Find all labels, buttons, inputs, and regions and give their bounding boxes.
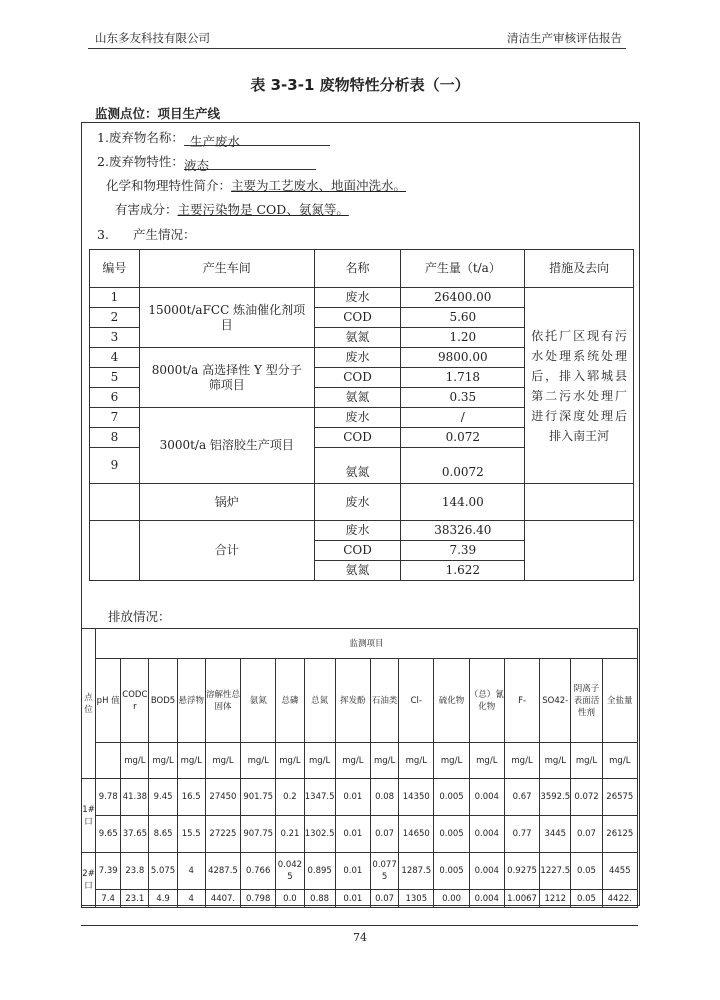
- t2-cell: 0.2: [276, 779, 304, 816]
- t1-name: COD: [314, 308, 401, 328]
- table-row: [82, 779, 638, 816]
- t2-unit: mg/L: [205, 743, 240, 779]
- t1-boiler-label: 锅炉: [139, 484, 314, 521]
- t2-cell: 9.45: [149, 779, 177, 816]
- t2-unit: mg/L: [399, 743, 434, 779]
- t2-unit: mg/L: [602, 743, 637, 779]
- t2-cell: 0.072: [571, 779, 602, 816]
- t2-col-header: 总氮: [304, 659, 335, 743]
- t2-cell: 0.004: [469, 779, 504, 816]
- waste-production-table: [89, 249, 634, 581]
- t2-header-row: [82, 659, 638, 743]
- waste-name-line: [97, 128, 330, 149]
- t1-name: 废水: [314, 348, 401, 368]
- t2-col-header: F-: [504, 659, 539, 743]
- t2-cell: 0.05: [571, 890, 602, 908]
- t2-cell: 27225: [205, 816, 240, 853]
- t2-cell: 16.5: [177, 779, 205, 816]
- t2-cell: 9.65: [96, 816, 121, 853]
- harmful-line: [115, 200, 349, 218]
- waste-property-underline: [183, 156, 316, 173]
- t1-header: 产生量（t/a）: [401, 250, 525, 288]
- t2-cell: 0.01: [335, 890, 370, 908]
- t1-name: 废水: [314, 408, 401, 428]
- harmful-value: 主要污染物是 COD、氨氮等。: [177, 202, 349, 217]
- discharge-monitoring-table: [81, 628, 638, 908]
- t2-col-header: SO42-: [540, 659, 571, 743]
- header-company: 山东多友科技有限公司: [95, 31, 210, 45]
- t2-cell: 0.01: [335, 816, 370, 853]
- t1-header: 名称: [314, 250, 401, 288]
- t2-cell: 0.0: [276, 890, 304, 908]
- t1-amount: 0.0072: [401, 448, 525, 484]
- t2-cell: 0.07: [370, 890, 398, 908]
- t1-header-row: [90, 250, 634, 288]
- t2-unit: mg/L: [335, 743, 370, 779]
- t2-cell: 0.004: [469, 890, 504, 908]
- t2-cell: 7.4: [96, 890, 121, 908]
- table-row: [82, 890, 638, 908]
- t2-cell: 7.39: [96, 853, 121, 890]
- t2-cell: 8.65: [149, 816, 177, 853]
- t1-name: COD: [314, 541, 401, 561]
- t2-site: 2#口: [82, 853, 96, 908]
- header-rule: [88, 48, 626, 49]
- t2-cell: 0.00: [434, 890, 469, 908]
- t1-no: 3: [90, 328, 140, 348]
- t2-cell: 0.0775: [370, 853, 398, 890]
- t2-units-row: [82, 743, 638, 779]
- t1-workshop: 15000t/aFCC 炼油催化剂项目: [139, 288, 314, 348]
- t2-unit: mg/L: [276, 743, 304, 779]
- t2-cell: 0.766: [241, 853, 276, 890]
- t2-cell: 1212: [540, 890, 571, 908]
- t2-cell: 3445: [540, 816, 571, 853]
- t2-cell: 41.38: [121, 779, 149, 816]
- waste-property-label: 2.废弃物特性：: [97, 154, 184, 169]
- t2-unit: mg/L: [177, 743, 205, 779]
- t1-header: 产生车间: [139, 250, 314, 288]
- t1-name: 氨氮: [314, 388, 401, 408]
- t1-amount: 0.072: [401, 428, 525, 448]
- t2-cell: 0.005: [434, 816, 469, 853]
- t2-cell: 5.075: [149, 853, 177, 890]
- production-line: [97, 225, 195, 243]
- t1-no: 5: [90, 368, 140, 388]
- t2-cell: 4407.: [205, 890, 240, 908]
- waste-name-value: 生产废水: [189, 134, 240, 149]
- t1-name: 氨氮: [314, 448, 401, 484]
- t2-cell: 14350: [399, 779, 434, 816]
- waste-name-underline: [184, 132, 330, 149]
- t2-col-header: CODCr: [121, 659, 149, 743]
- t1-name: 废水: [314, 288, 401, 308]
- t1-amount: 7.39: [401, 541, 525, 561]
- t2-cell: 1.0067: [504, 890, 539, 908]
- t2-group-header: 监测项目: [96, 629, 638, 659]
- table-row: [90, 484, 634, 521]
- t2-cell: 0.005: [434, 853, 469, 890]
- t1-amount: /: [401, 408, 525, 428]
- t2-cell: 1287.5: [399, 853, 434, 890]
- t2-col-header: 氨氮: [241, 659, 276, 743]
- t2-cell: 37.65: [121, 816, 149, 853]
- t2-cell: 0.88: [304, 890, 335, 908]
- t2-cell: 0.005: [434, 779, 469, 816]
- t2-col-header: 全盐量: [602, 659, 637, 743]
- t1-workshop: 8000t/a 高选择性 Y 型分子筛项目: [139, 348, 314, 408]
- t2-unit: [96, 743, 121, 779]
- t2-unit: mg/L: [149, 743, 177, 779]
- t1-amount: 38326.40: [401, 521, 525, 541]
- t2-cell: 23.8: [121, 853, 149, 890]
- t1-amount: 1.20: [401, 328, 525, 348]
- t2-unit: mg/L: [121, 743, 149, 779]
- t2-cell: 14650: [399, 816, 434, 853]
- t1-no: 7: [90, 408, 140, 428]
- t1-workshop: 3000t/a 铝溶胶生产项目: [139, 408, 314, 484]
- t2-cell: 901.75: [241, 779, 276, 816]
- t2-site: 1#口: [82, 779, 96, 853]
- table-row: [90, 288, 634, 308]
- t1-amount: 26400.00: [401, 288, 525, 308]
- t2-cell: 4287.5: [205, 853, 240, 890]
- t1-name: 氨氮: [314, 328, 401, 348]
- t1-name: COD: [314, 368, 401, 388]
- t1-no: [90, 484, 140, 521]
- t2-unit: mg/L: [304, 743, 335, 779]
- t1-no: [90, 521, 140, 581]
- t2-col-header: 石油类: [370, 659, 398, 743]
- waste-property-value: 液态: [183, 158, 209, 173]
- t2-cell: 4422.: [602, 890, 637, 908]
- t1-total-label: 合计: [139, 521, 314, 581]
- t2-col-header: BOD5: [149, 659, 177, 743]
- t1-name: COD: [314, 428, 401, 448]
- t2-cell: 15.5: [177, 816, 205, 853]
- characteristics-label: 化学和物理特性简介：: [106, 178, 232, 193]
- footer-rule: [81, 925, 638, 926]
- t2-unit: mg/L: [504, 743, 539, 779]
- t2-cell: 23.1: [121, 890, 149, 908]
- t2-col-header: 挥发酚: [335, 659, 370, 743]
- t2-cell: 1347.5: [304, 779, 335, 816]
- t2-unit: mg/L: [434, 743, 469, 779]
- table-row: [82, 853, 638, 890]
- t2-cell: 0.08: [370, 779, 398, 816]
- t1-amount: 0.35: [401, 388, 525, 408]
- waste-property-line: [97, 152, 316, 173]
- t2-cell: 4: [177, 853, 205, 890]
- header-report-title: 清洁生产审核评估报告: [507, 31, 622, 45]
- t2-col-header: pH 值: [96, 659, 121, 743]
- t2-cell: 0.77: [504, 816, 539, 853]
- table-row: [82, 816, 638, 853]
- t2-cell: 0.67: [504, 779, 539, 816]
- t1-no: 6: [90, 388, 140, 408]
- t1-no: 4: [90, 348, 140, 368]
- t2-cell: 907.75: [241, 816, 276, 853]
- t2-cell: 26125: [602, 816, 637, 853]
- t2-col-header: 阴离子表面活性剂: [571, 659, 602, 743]
- t2-unit: mg/L: [241, 743, 276, 779]
- t2-unit: mg/L: [370, 743, 398, 779]
- t1-name: 废水: [314, 521, 401, 541]
- t1-amount: 9800.00: [401, 348, 525, 368]
- t2-unit: mg/L: [540, 743, 571, 779]
- discharge-label: 排放情况：: [108, 609, 171, 624]
- t1-no: 9: [90, 448, 140, 484]
- t2-cell: 3592.5: [540, 779, 571, 816]
- t2-cell: 27450: [205, 779, 240, 816]
- t2-unit: mg/L: [571, 743, 602, 779]
- t2-cell: 0.0425: [276, 853, 304, 890]
- t2-cell: 4455: [602, 853, 637, 890]
- page-number: 74: [353, 931, 367, 944]
- t1-header: 编号: [90, 250, 140, 288]
- harmful-label: 有害成分：: [115, 202, 178, 217]
- t2-col-header: （总）氰化物: [469, 659, 504, 743]
- t2-col-header: 悬浮物: [177, 659, 205, 743]
- t2-col-header: 溶解性总固体: [205, 659, 240, 743]
- t2-cell: 0.07: [370, 816, 398, 853]
- t2-cell: 0.798: [241, 890, 276, 908]
- t2-cell: 1305: [399, 890, 434, 908]
- t2-cell: 0.9275: [504, 853, 539, 890]
- table-row: [90, 521, 634, 541]
- t1-no: 8: [90, 428, 140, 448]
- characteristics-value: 主要为工艺废水、地面冲洗水。: [231, 178, 407, 193]
- production-num: 3.: [97, 227, 109, 242]
- characteristics-line: [106, 176, 406, 194]
- t2-point-header: 点位: [82, 629, 96, 779]
- t2-cell: 4: [177, 890, 205, 908]
- t2-group-row: [82, 629, 638, 659]
- t2-cell: 0.895: [304, 853, 335, 890]
- production-label: 产生情况：: [132, 227, 196, 242]
- t1-amount: 5.60: [401, 308, 525, 328]
- table-title: 表 3-3-1 废物特性分析表（一）: [250, 76, 470, 94]
- t2-cell: 0.01: [335, 779, 370, 816]
- t1-amount: 144.00: [401, 484, 525, 521]
- t2-cell: 4.9: [149, 890, 177, 908]
- t1-header: 措施及去向: [525, 250, 634, 288]
- t2-cell: 0.07: [571, 816, 602, 853]
- t2-cell: 0.05: [571, 853, 602, 890]
- t2-unit: mg/L: [469, 743, 504, 779]
- t2-cell: 1227.5: [540, 853, 571, 890]
- t1-amount: 1.718: [401, 368, 525, 388]
- t1-amount: 1.622: [401, 561, 525, 581]
- t2-cell: 0.21: [276, 816, 304, 853]
- t2-cell: 1302.5: [304, 816, 335, 853]
- t2-cell: 26575: [602, 779, 637, 816]
- t1-no: 1: [90, 288, 140, 308]
- t1-measure-empty: [525, 521, 634, 581]
- waste-name-label: 1.废弃物名称：: [97, 130, 184, 145]
- t1-measure: 依托厂区现有污水处理系统处理后，排入郓城县第二污水处理厂进行深度处理后排入南王河: [525, 288, 634, 484]
- t1-no: 2: [90, 308, 140, 328]
- t2-cell: 0.004: [469, 853, 504, 890]
- t2-cell: 0.01: [335, 853, 370, 890]
- t2-cell: 0.004: [469, 816, 504, 853]
- t1-name: 氨氮: [314, 561, 401, 581]
- monitor-point: 监测点位：项目生产线: [95, 106, 221, 121]
- t2-cell: 9.78: [96, 779, 121, 816]
- t2-col-header: 总磷: [276, 659, 304, 743]
- t2-col-header: 硫化物: [434, 659, 469, 743]
- t1-name: 废水: [314, 484, 401, 521]
- t1-measure-empty: [525, 484, 634, 521]
- t2-col-header: Cl-: [399, 659, 434, 743]
